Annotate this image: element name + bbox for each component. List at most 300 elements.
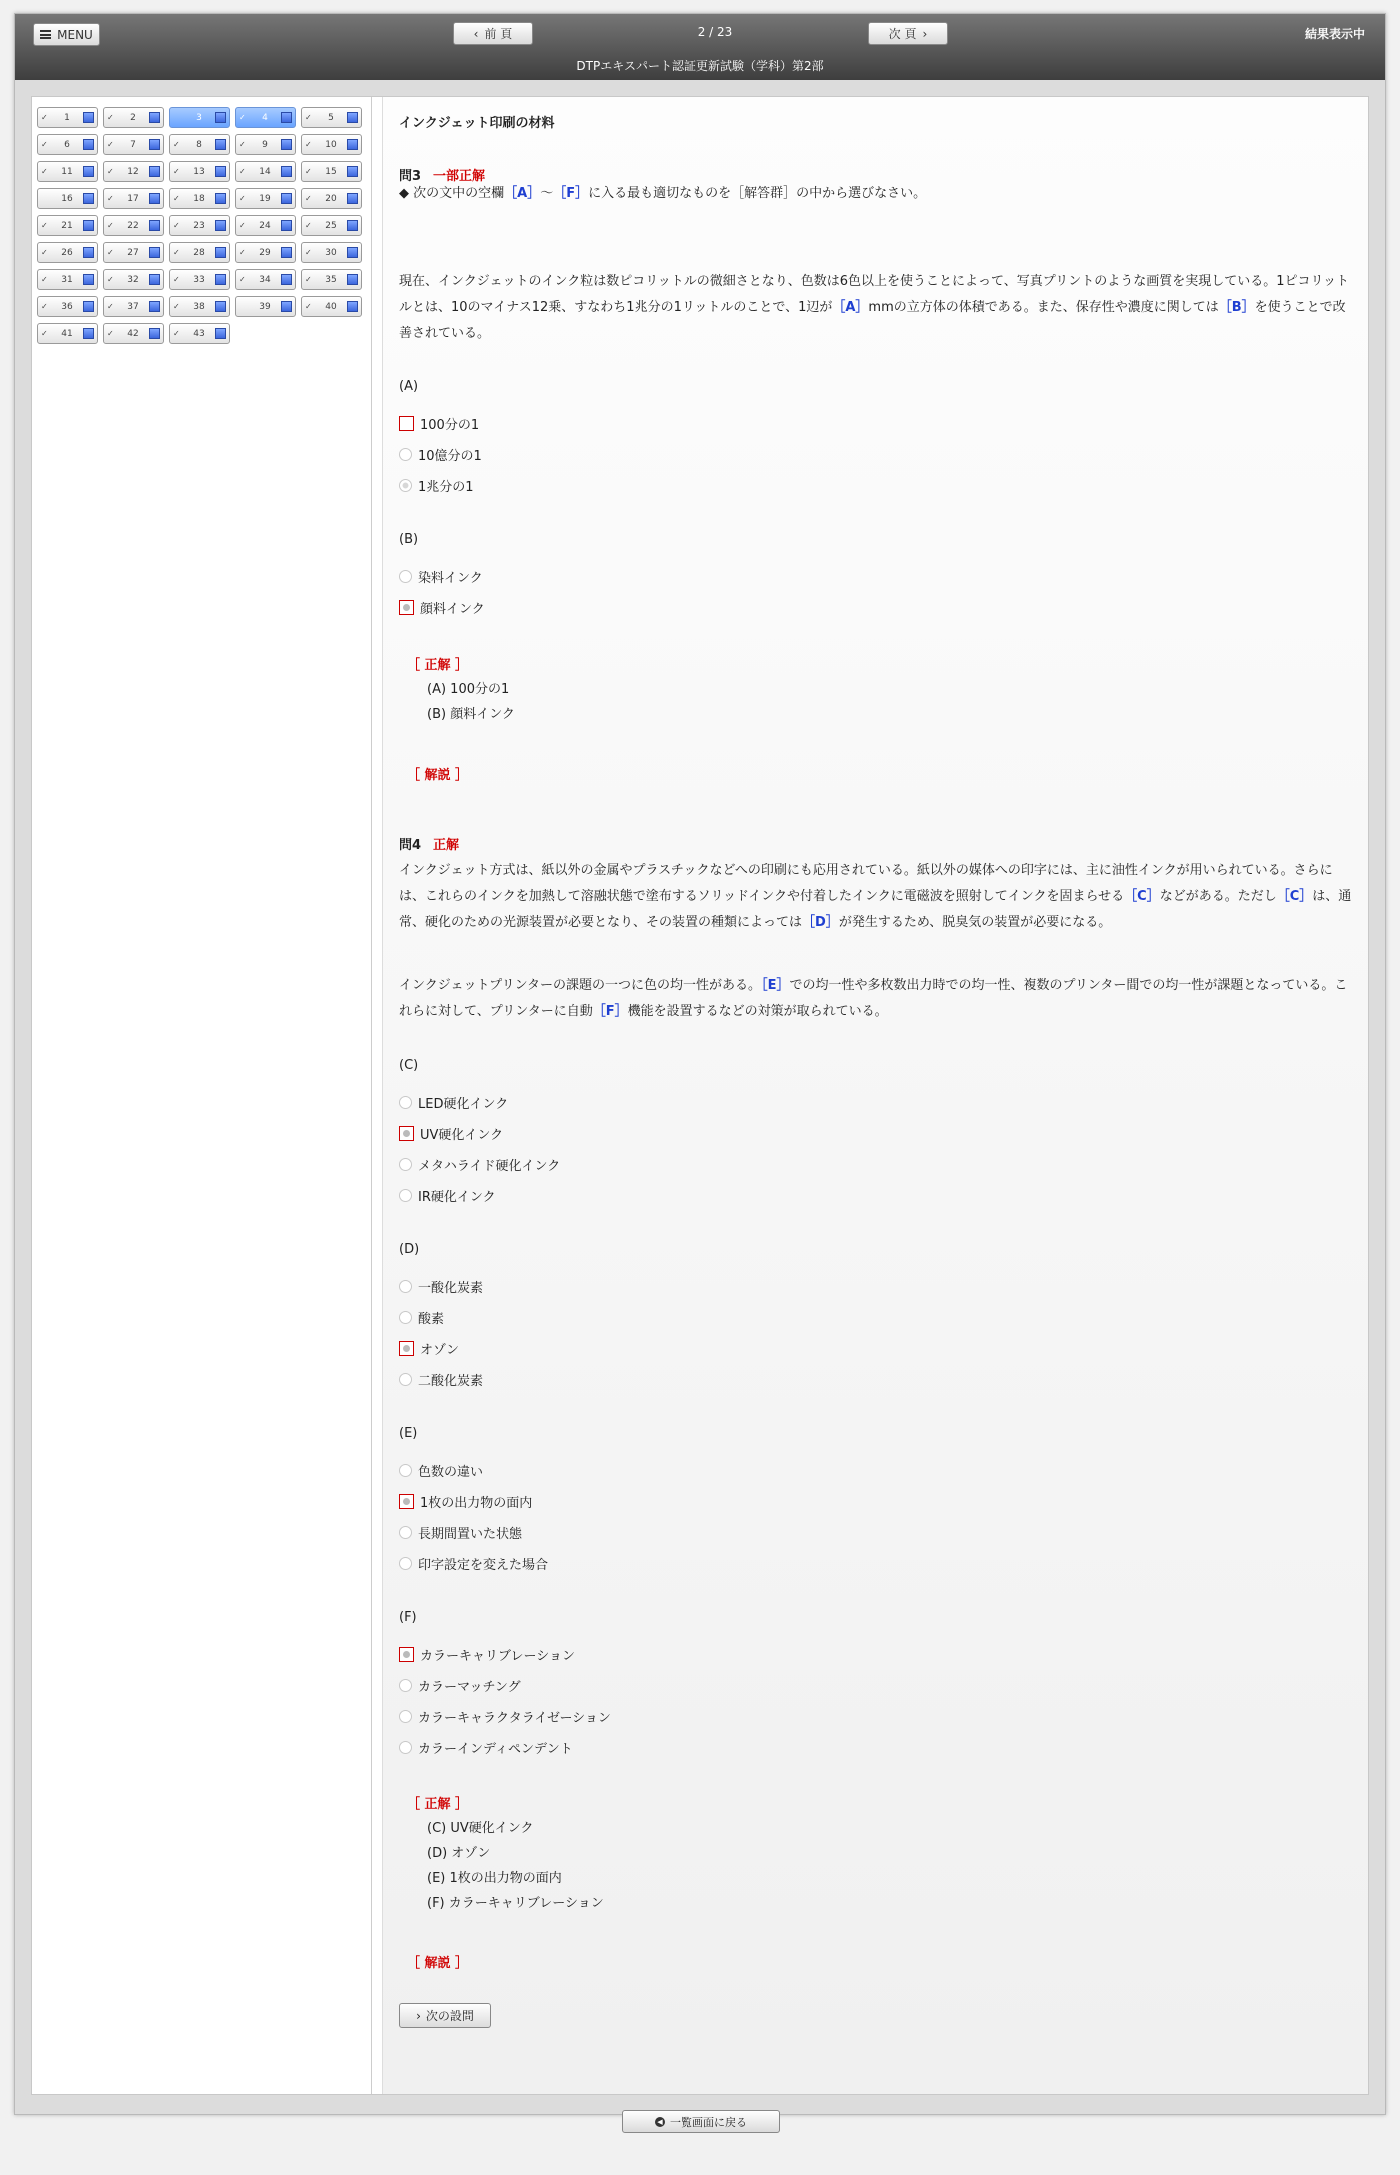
group-a-label: (A) <box>399 379 419 394</box>
question-number: 32 <box>127 274 139 285</box>
question-nav-button[interactable] <box>103 107 164 128</box>
question-nav-button[interactable] <box>301 215 362 236</box>
group-e-label: (E) <box>399 1426 418 1441</box>
question-nav-button[interactable] <box>169 161 230 182</box>
radio-icon <box>399 1557 412 1570</box>
correct-selection-marker-icon <box>399 600 414 615</box>
option-a-1[interactable] <box>399 413 1354 433</box>
answered-check-icon: ✓ <box>173 275 180 284</box>
group-d-label: (D) <box>399 1242 420 1257</box>
question-number: 1 <box>64 112 70 123</box>
question-number: 37 <box>127 301 139 312</box>
flag-box-icon <box>281 166 292 177</box>
instruction-tilde: ～ <box>540 186 554 201</box>
question-number: 13 <box>193 166 205 177</box>
question-nav-button[interactable] <box>37 296 98 317</box>
question-4-explanation-label: ［ 解説 ］ <box>407 1956 469 1971</box>
question-number: 4 <box>262 112 268 123</box>
group-c-label: (C) <box>399 1058 419 1073</box>
question-nav-button[interactable] <box>301 242 362 263</box>
option-label: 色数の違い <box>418 1464 484 1480</box>
question-number: 42 <box>127 328 139 339</box>
question-number: 3 <box>196 112 202 123</box>
passage-text: 機能を設置するなどの対策が取られている。 <box>627 1004 888 1019</box>
question-nav-button[interactable] <box>169 188 230 209</box>
radio-icon <box>399 1464 412 1477</box>
next-question-button[interactable] <box>399 2003 491 2028</box>
answered-check-icon: ✓ <box>107 329 114 338</box>
flag-box-icon <box>83 247 94 258</box>
passage-text: での均一性や多枚数出力時での均一性、複数のプリンター間での均一性が課題となっている。これらに対して、プリンターに自動 <box>399 978 1348 1019</box>
question-nav-button[interactable] <box>235 269 296 290</box>
next-page-label: 次 頁 <box>888 27 917 41</box>
flag-box-icon <box>83 112 94 123</box>
question-nav-button[interactable] <box>235 188 296 209</box>
flag-box-icon <box>83 301 94 312</box>
option-e-4[interactable] <box>399 1553 1354 1573</box>
blank-c: ［C］ <box>1124 889 1160 904</box>
correct-selection-marker-icon <box>399 1494 414 1509</box>
question-number: 11 <box>61 166 73 177</box>
flag-box-icon <box>347 139 358 150</box>
option-label: オゾン <box>420 1342 460 1358</box>
option-label: 顔料インク <box>420 601 485 617</box>
option-f-1[interactable] <box>399 1644 1354 1664</box>
radio-icon <box>399 1280 412 1293</box>
question-nav-button[interactable] <box>235 107 296 128</box>
flag-box-icon <box>281 220 292 231</box>
exam-title: DTPエキスパート認証更新試験（学科）第2部 <box>576 59 824 73</box>
flag-box-icon <box>149 166 160 177</box>
flag-box-icon <box>347 166 358 177</box>
flag-box-icon <box>215 328 226 339</box>
flag-box-icon <box>83 139 94 150</box>
flag-box-icon <box>83 220 94 231</box>
answered-check-icon: ✓ <box>107 194 114 203</box>
chevron-left-icon: ‹ <box>473 26 479 41</box>
question-grid <box>37 107 367 344</box>
question-nav-button[interactable] <box>103 269 164 290</box>
blank-b: ［B］ <box>1218 300 1255 315</box>
question-number: 40 <box>325 301 337 312</box>
question-number: 25 <box>325 220 337 231</box>
option-d-1[interactable] <box>399 1276 1354 1296</box>
option-label: 酸素 <box>418 1311 445 1327</box>
answered-check-icon: ✓ <box>173 302 180 311</box>
question-nav-button[interactable] <box>235 134 296 155</box>
option-label: LED硬化インク <box>418 1096 509 1112</box>
radio-icon <box>399 1526 412 1539</box>
question-number: 21 <box>61 220 73 231</box>
question-4-number: 問4 <box>399 838 422 853</box>
section-title: インクジェット印刷の材料 <box>399 116 555 131</box>
option-f-3[interactable] <box>399 1706 1354 1726</box>
question-nav-button[interactable] <box>235 242 296 263</box>
question-number: 34 <box>259 274 271 285</box>
chevron-right-icon: › <box>922 26 928 41</box>
flag-box-icon <box>281 139 292 150</box>
flag-box-icon <box>215 301 226 312</box>
option-label: IR硬化インク <box>418 1189 496 1205</box>
question-3-correct-label: ［ 正解 ］ <box>407 658 469 673</box>
group-f-label: (F) <box>399 1610 417 1625</box>
flag-box-icon <box>149 301 160 312</box>
prev-page-label: 前 頁 <box>484 27 513 41</box>
header-bar <box>15 14 1385 80</box>
passage-text: が発生するため、脱臭気の装置が必要になる。 <box>838 915 1112 930</box>
answer-line: (F) カラーキャリブレーション <box>427 1896 604 1911</box>
question-4-answers <box>399 1816 1354 1916</box>
radio-icon <box>399 1679 412 1692</box>
option-label: カラーキャラクタライゼーション <box>418 1710 611 1726</box>
option-label: カラーキャリブレーション <box>420 1648 575 1664</box>
question-3-passage <box>399 269 1354 347</box>
answered-check-icon: ✓ <box>239 221 246 230</box>
prev-page-button[interactable] <box>453 22 533 45</box>
answered-check-icon: ✓ <box>107 275 114 284</box>
question-number: 9 <box>262 139 268 150</box>
page-indicator: 2 / 23 <box>697 25 733 39</box>
blank-a: ［A］ <box>504 186 541 201</box>
question-nav-button[interactable] <box>103 296 164 317</box>
blank-c: ［C］ <box>1276 889 1313 904</box>
flag-box-icon <box>149 247 160 258</box>
passage-text: mmの立方体の体積である。また、保存性や濃度に関しては <box>868 300 1219 315</box>
flag-box-icon <box>83 328 94 339</box>
question-3-instruction <box>399 181 1354 207</box>
question-nav-button[interactable] <box>169 296 230 317</box>
passage-text: は、通常、硬化のための光源装置が必要となり、その装置の種類によっては <box>399 889 1352 930</box>
option-e-1[interactable] <box>399 1460 1354 1480</box>
option-label: 10億分の1 <box>418 448 482 464</box>
question-4-correct-label: ［ 正解 ］ <box>407 1797 469 1812</box>
question-number: 16 <box>61 193 73 204</box>
answer-line: (D) オゾン <box>427 1846 491 1861</box>
option-label: 一酸化炭素 <box>418 1280 484 1296</box>
answered-check-icon: ✓ <box>239 248 246 257</box>
next-question-label: 次の設問 <box>425 2009 474 2023</box>
blank-f: ［F］ <box>592 1004 628 1019</box>
question-number: 31 <box>61 274 73 285</box>
question-number: 41 <box>61 328 73 339</box>
answered-check-icon: ✓ <box>41 248 48 257</box>
radio-icon <box>399 1710 412 1723</box>
flag-box-icon <box>149 193 160 204</box>
option-e-3[interactable] <box>399 1522 1354 1542</box>
question-nav-button[interactable] <box>169 323 230 344</box>
answered-check-icon: ✓ <box>41 275 48 284</box>
radio-icon <box>399 570 412 583</box>
question-nav-button[interactable] <box>169 269 230 290</box>
question-nav-button[interactable] <box>103 134 164 155</box>
question-3-number: 問3 <box>399 169 422 184</box>
flag-box-icon <box>347 220 358 231</box>
status-text: 結果表示中 <box>1304 27 1365 41</box>
question-number: 2 <box>130 112 136 123</box>
question-nav-button[interactable] <box>169 107 230 128</box>
answered-check-icon: ✓ <box>41 140 48 149</box>
question-number: 7 <box>130 139 136 150</box>
answered-check-icon: ✓ <box>173 140 180 149</box>
question-number: 12 <box>127 166 139 177</box>
question-nav-button[interactable] <box>301 107 362 128</box>
blank-f: ［F］ <box>553 186 589 201</box>
option-label: メタハライド硬化インク <box>418 1158 561 1174</box>
answered-check-icon: ✓ <box>239 194 246 203</box>
option-c-3[interactable] <box>399 1154 1354 1174</box>
question-number: 22 <box>127 220 139 231</box>
question-number: 27 <box>127 247 139 258</box>
flag-box-icon <box>215 193 226 204</box>
question-nav-button[interactable] <box>103 161 164 182</box>
question-number: 15 <box>325 166 337 177</box>
question-nav-button[interactable] <box>103 242 164 263</box>
flag-box-icon <box>347 274 358 285</box>
option-e-2[interactable] <box>399 1491 1354 1511</box>
correct-selection-marker-icon <box>399 1647 414 1662</box>
question-4-header <box>399 834 1354 853</box>
passage-text: 現在、インクジェットのインク粒は数ピコリットルの微細さとなり、色数は6色以上を使うことによって、写真プリントのような画質を実現している。1ピコリットルとは、10のマイナス12乗、すなわち1兆分の1リットルのことで、1辺が <box>399 274 1349 315</box>
answered-check-icon: ✓ <box>305 302 312 311</box>
flag-box-icon <box>149 139 160 150</box>
question-number: 28 <box>193 247 205 258</box>
option-f-2[interactable] <box>399 1675 1354 1695</box>
menu-button[interactable] <box>33 23 100 46</box>
question-nav-button[interactable] <box>301 188 362 209</box>
flag-box-icon <box>83 274 94 285</box>
flag-box-icon <box>215 274 226 285</box>
question-nav-button[interactable] <box>301 269 362 290</box>
answered-check-icon: ✓ <box>305 194 312 203</box>
question-number: 39 <box>259 301 271 312</box>
flag-box-icon <box>149 274 160 285</box>
option-c-2[interactable] <box>399 1123 1354 1143</box>
radio-icon <box>399 1096 412 1109</box>
question-nav-button[interactable] <box>169 134 230 155</box>
chevron-right-icon: › <box>416 2008 421 2023</box>
question-number: 26 <box>61 247 73 258</box>
question-nav-button[interactable] <box>235 161 296 182</box>
answered-check-icon: ✓ <box>305 140 312 149</box>
option-label: 1枚の出力物の面内 <box>420 1495 533 1511</box>
question-nav-button[interactable] <box>103 188 164 209</box>
flag-box-icon <box>281 301 292 312</box>
option-a-2[interactable] <box>399 444 1354 464</box>
option-f-4[interactable] <box>399 1737 1354 1757</box>
question-number: 38 <box>193 301 205 312</box>
flag-box-icon <box>83 166 94 177</box>
flag-box-icon <box>215 166 226 177</box>
option-label: 長期間置いた状態 <box>418 1526 523 1542</box>
flag-box-icon <box>149 112 160 123</box>
radio-icon <box>399 1189 412 1202</box>
question-number: 10 <box>325 139 337 150</box>
question-nav-button[interactable] <box>301 134 362 155</box>
question-nav-button[interactable] <box>37 161 98 182</box>
question-number: 35 <box>325 274 337 285</box>
option-d-2[interactable] <box>399 1307 1354 1327</box>
flag-box-icon <box>149 220 160 231</box>
instruction-text: ◆ 次の文中の空欄 <box>399 186 505 201</box>
answered-check-icon: ✓ <box>107 302 114 311</box>
flag-box-icon <box>83 193 94 204</box>
option-label: 100分の1 <box>420 417 480 433</box>
answered-check-icon: ✓ <box>239 140 246 149</box>
option-label: 二酸化炭素 <box>418 1373 484 1389</box>
question-nav-button[interactable] <box>37 134 98 155</box>
question-3-result: 一部正解 <box>433 169 486 184</box>
answered-check-icon: ✓ <box>305 221 312 230</box>
answered-check-icon: ✓ <box>107 140 114 149</box>
question-nav-button[interactable] <box>301 161 362 182</box>
question-number: 30 <box>325 247 337 258</box>
radio-icon <box>399 1741 412 1754</box>
answer-line: (E) 1枚の出力物の面内 <box>427 1871 562 1886</box>
option-a-3[interactable] <box>399 475 1354 495</box>
option-label: カラーマッチング <box>418 1679 521 1695</box>
answered-check-icon: ✓ <box>41 221 48 230</box>
question-number: 20 <box>325 193 337 204</box>
question-nav-button[interactable] <box>103 215 164 236</box>
flag-box-icon <box>281 274 292 285</box>
option-b-1[interactable] <box>399 566 1354 586</box>
flag-box-icon <box>215 112 226 123</box>
radio-icon <box>399 1373 412 1386</box>
answered-check-icon: ✓ <box>41 167 48 176</box>
option-b-2[interactable] <box>399 597 1354 617</box>
answer-line: (C) UV硬化インク <box>427 1821 534 1836</box>
question-nav-button[interactable] <box>37 188 98 209</box>
radio-icon <box>399 1158 412 1171</box>
question-content <box>382 97 1368 2094</box>
next-page-button[interactable] <box>868 22 948 45</box>
answered-check-icon: ✓ <box>173 329 180 338</box>
option-label: カラーインディペンデント <box>418 1741 573 1757</box>
answered-check-icon: ✓ <box>173 221 180 230</box>
flag-box-icon <box>347 193 358 204</box>
answered-check-icon: ✓ <box>239 113 246 122</box>
correct-selection-marker-icon <box>399 1341 414 1356</box>
answered-check-icon: ✓ <box>41 329 48 338</box>
flag-box-icon <box>347 301 358 312</box>
question-number: 8 <box>196 139 202 150</box>
question-number: 14 <box>259 166 271 177</box>
wrong-selection-marker-icon <box>399 416 414 431</box>
answered-check-icon: ✓ <box>305 113 312 122</box>
question-number: 18 <box>193 193 205 204</box>
option-d-3[interactable] <box>399 1338 1354 1358</box>
back-arrow-icon: ◀ <box>655 2117 665 2127</box>
group-b-label: (B) <box>399 532 419 547</box>
flag-box-icon <box>281 193 292 204</box>
question-3-answers <box>399 677 1354 727</box>
question-nav-button[interactable] <box>37 215 98 236</box>
answered-check-icon: ✓ <box>305 248 312 257</box>
question-nav-button[interactable] <box>37 269 98 290</box>
question-nav-button[interactable] <box>169 242 230 263</box>
question-nav-button[interactable] <box>37 107 98 128</box>
answered-check-icon: ✓ <box>305 167 312 176</box>
main-panel <box>31 96 1369 2095</box>
flag-box-icon <box>281 247 292 258</box>
question-4-passage-1 <box>399 858 1354 936</box>
question-navigator <box>32 97 372 2094</box>
question-number: 19 <box>259 193 271 204</box>
radio-selected-icon <box>399 479 412 492</box>
back-to-list-button[interactable] <box>622 2110 780 2133</box>
option-label: UV硬化インク <box>420 1127 504 1143</box>
menu-icon <box>40 30 51 39</box>
passage-text: などがある。ただし <box>1159 889 1277 904</box>
blank-e: ［E］ <box>761 978 790 993</box>
answered-check-icon: ✓ <box>239 275 246 284</box>
flag-box-icon <box>149 328 160 339</box>
radio-icon <box>399 448 412 461</box>
flag-box-icon <box>215 139 226 150</box>
answered-check-icon: ✓ <box>41 113 48 122</box>
instruction-text-end: に入る最も適切なものを［解答群］の中から選びなさい。 <box>588 186 927 201</box>
flag-box-icon <box>347 112 358 123</box>
option-label: 印字設定を変えた場合 <box>418 1557 549 1573</box>
correct-selection-marker-icon <box>399 1126 414 1141</box>
question-nav-button[interactable] <box>235 296 296 317</box>
flag-box-icon <box>347 247 358 258</box>
answered-check-icon: ✓ <box>173 248 180 257</box>
answered-check-icon: ✓ <box>173 167 180 176</box>
app-window <box>14 13 1386 2115</box>
answered-check-icon: ✓ <box>239 167 246 176</box>
option-label: 染料インク <box>418 570 483 586</box>
passage-text: を使うことで改善されている。 <box>399 300 1346 341</box>
question-number: 23 <box>193 220 205 231</box>
question-number: 33 <box>193 274 205 285</box>
question-number: 24 <box>259 220 271 231</box>
answered-check-icon: ✓ <box>107 113 114 122</box>
answered-check-icon: ✓ <box>107 248 114 257</box>
answer-line: (A) 100分の1 <box>427 682 510 697</box>
question-number: 43 <box>193 328 205 339</box>
question-nav-button[interactable] <box>169 215 230 236</box>
flag-box-icon <box>281 112 292 123</box>
question-nav-button[interactable] <box>37 242 98 263</box>
question-nav-button[interactable] <box>235 215 296 236</box>
question-3-explanation-label: ［ 解説 ］ <box>407 768 469 783</box>
question-number: 5 <box>328 112 334 123</box>
option-d-4[interactable] <box>399 1369 1354 1389</box>
option-c-4[interactable] <box>399 1185 1354 1205</box>
answered-check-icon: ✓ <box>41 302 48 311</box>
question-4-result: 正解 <box>433 838 460 853</box>
blank-d: ［D］ <box>802 915 839 930</box>
passage-text: インクジェット方式は、紙以外の金属やプラスチックなどへの印刷にも応用されている。紙以外の媒体への印字には、主に油性インクが用いられている。さらには、これらのインクを加熱して溶融状態で塗布するソリッドインクや付着したインクに電磁波を照射してインクを固まらせる <box>399 863 1333 904</box>
flag-box-icon <box>215 220 226 231</box>
blank-a: ［A］ <box>832 300 869 315</box>
question-nav-button[interactable] <box>103 323 164 344</box>
answered-check-icon: ✓ <box>107 167 114 176</box>
option-c-1[interactable] <box>399 1092 1354 1112</box>
question-nav-button[interactable] <box>301 296 362 317</box>
option-label: 1兆分の1 <box>418 479 474 495</box>
answer-line: (B) 顔料インク <box>427 707 515 722</box>
question-number: 6 <box>64 139 70 150</box>
question-number: 17 <box>127 193 139 204</box>
back-to-list-label: 一覧画面に戻る <box>670 2115 747 2129</box>
answered-check-icon: ✓ <box>305 275 312 284</box>
answered-check-icon: ✓ <box>173 194 180 203</box>
answered-check-icon: ✓ <box>107 221 114 230</box>
question-nav-button[interactable] <box>37 323 98 344</box>
radio-icon <box>399 1311 412 1324</box>
